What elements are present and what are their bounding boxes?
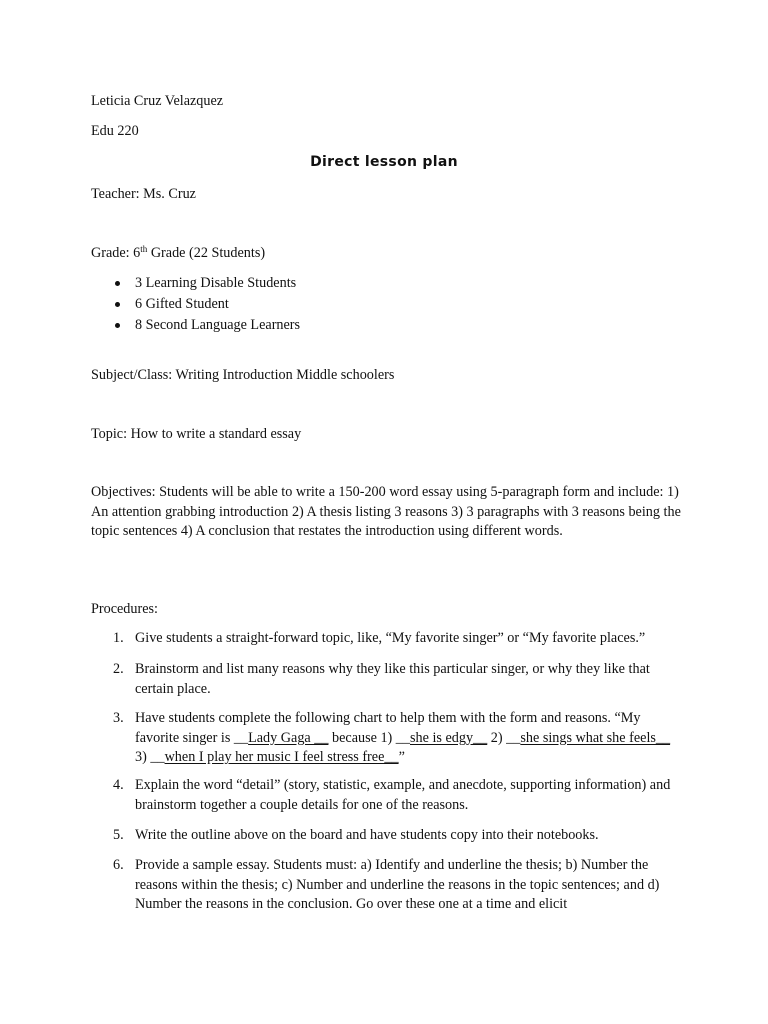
- item-text: Give students a straight-forward topic, like, “My favorite singer” or “My favorite places.”: [135, 630, 646, 646]
- document-title: Direct lesson plan: [310, 154, 458, 170]
- grade-prefix: Grade: 6: [91, 245, 141, 261]
- grade-line: [91, 244, 265, 264]
- text-run: 2) __: [487, 729, 521, 746]
- item-number: 5.: [113, 827, 124, 843]
- item-number: 1.: [113, 630, 124, 646]
- item-number: 3.: [113, 710, 124, 726]
- list-item: 3 Learning Disable Students: [91, 274, 300, 295]
- teacher-line: Teacher: Ms. Cruz: [91, 186, 196, 202]
- topic-line: Topic: How to write a standard essay: [91, 426, 302, 442]
- item-text: [135, 709, 685, 768]
- course-code: Edu 220: [91, 123, 139, 139]
- author-name: Leticia Cruz Velazquez: [91, 93, 224, 109]
- text-run: ”: [398, 749, 405, 765]
- objectives-paragraph: Objectives: Students will be able to write a 150-200 word essay using 5-paragraph form and include: 1) An attention grabbing introduction 2) A thesis listing 3 reasons 3) 3 paragraphs with 3 reasons being the topic sentences 4) A conclusion that restates the introduction using different words.: [91, 484, 681, 539]
- item-text: Explain the word “detail” (story, statistic, example, and anecdote, supporting information) and brainstorm together a couple details for one of the reasons.: [135, 777, 671, 813]
- underlined-answer: when I play her music I feel stress free__: [164, 749, 399, 765]
- list-item: 8 Second Language Learners: [91, 316, 300, 337]
- list-item: 6 Gifted Student: [91, 295, 300, 316]
- underlined-answer: Lady Gaga __: [248, 729, 329, 746]
- student-groups-list: [91, 274, 300, 337]
- item-number: 4.: [113, 777, 124, 793]
- procedures-label: Procedures:: [91, 601, 158, 617]
- text-run: Have students complete the following chart to help them with the form and reasons. “My favorite singer is __: [135, 710, 641, 746]
- underlined-answer: she sings what she feels__: [520, 729, 671, 746]
- text-run: 3) __: [135, 749, 165, 765]
- subject-line: Subject/Class: Writing Introduction Middle schoolers: [91, 367, 395, 383]
- item-text: Brainstorm and list many reasons why they like this particular singer, or why they like that certain place.: [135, 661, 650, 697]
- grade-suffix: Grade (22 Students): [147, 245, 266, 261]
- item-number: 6.: [113, 857, 124, 873]
- underlined-answer: she is edgy__: [410, 729, 488, 746]
- text-run: because 1) __: [328, 729, 410, 746]
- item-text: Provide a sample essay. Students must: a) Identify and underline the thesis; b) Number the reasons within the thesis; c) Number and underline the reasons in the topic sentences; and d) Number the reasons in the conclusion. Go over these one at a time and elicit: [135, 857, 660, 912]
- item-text: Write the outline above on the board and have students copy into their notebooks.: [135, 827, 599, 843]
- grade-superscript: th: [140, 244, 148, 254]
- item-number: 2.: [113, 661, 124, 677]
